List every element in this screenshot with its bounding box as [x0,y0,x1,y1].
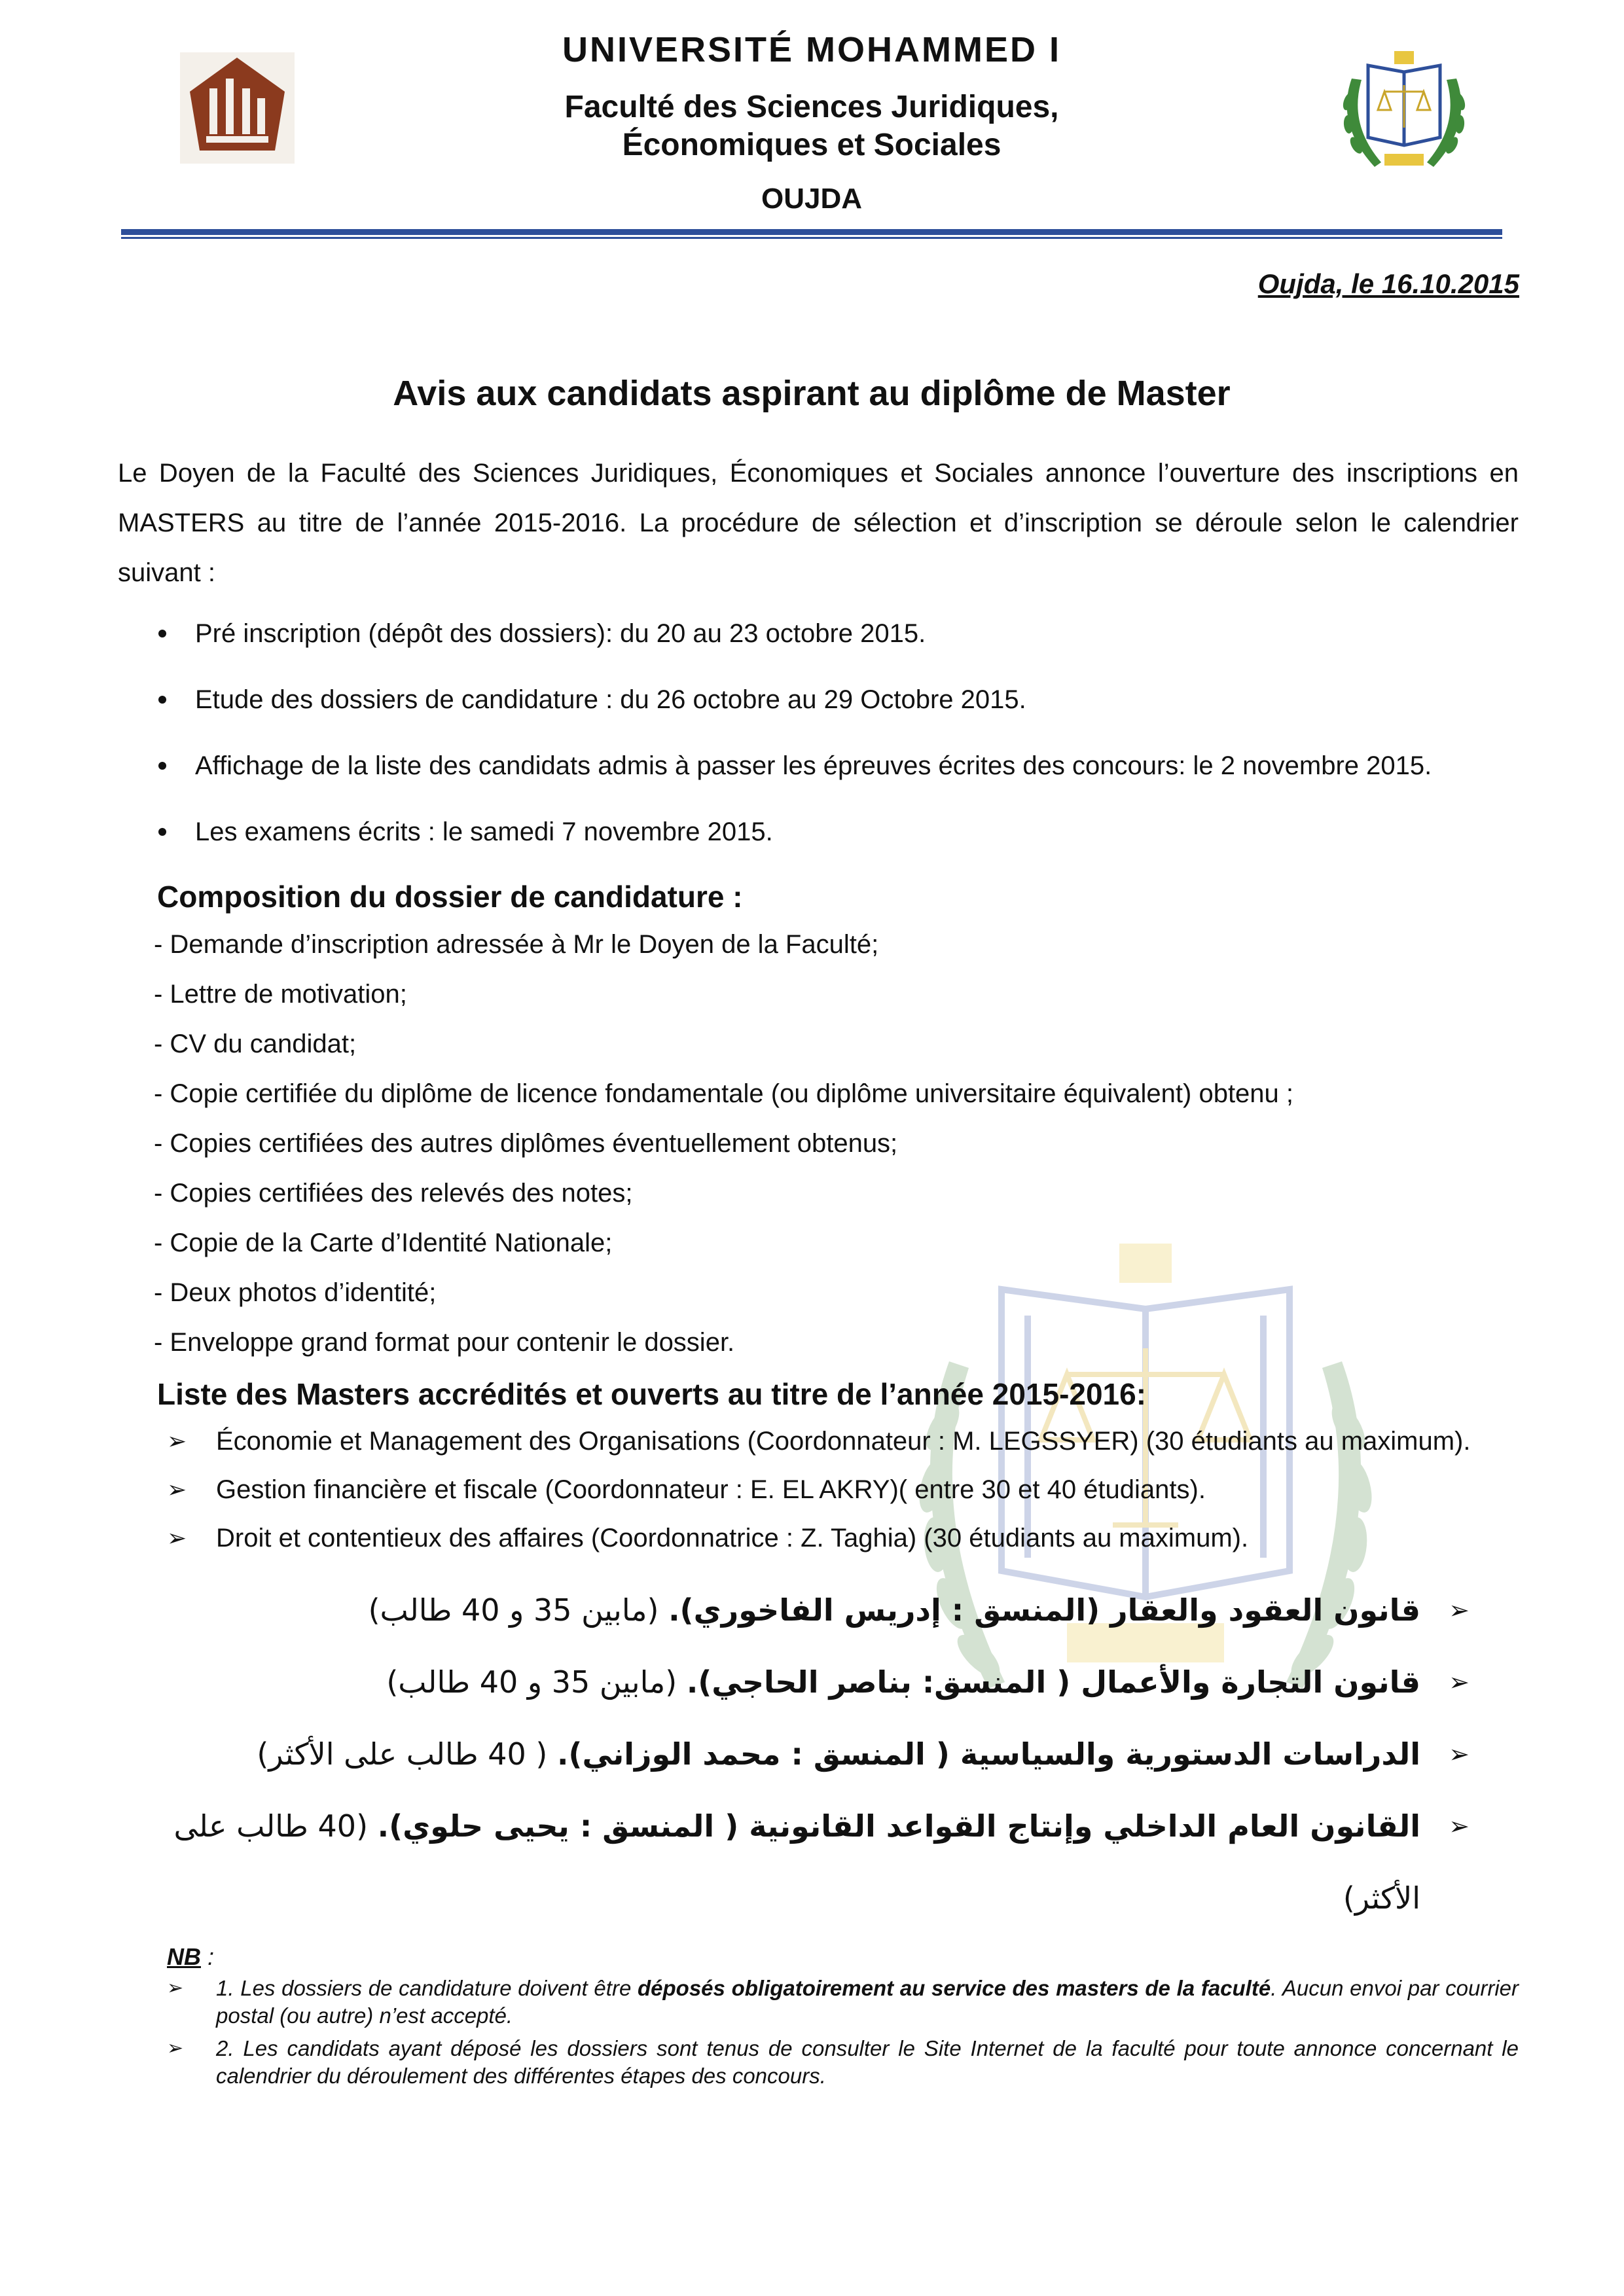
faculty-name-line2: Économiques et Sociales [622,128,1001,162]
master-item-ar: ➢ الدراسات الدستورية والسياسية ( المنسق : محمد الوزاني). ( 40 طالب على الأكثر) [118,1718,1519,1790]
dossier-item: - Deux photos d’identité; [154,1278,437,1307]
master-item: ➢ Gestion financière et fiscale (Coordonnateur : E. EL AKRY)( entre 30 et 40 étudiants). [118,1465,1519,1514]
master-item: ➢ Économie et Management des Organisations (Coordonnateur : M. LEGSSYER) (30 étudiants au maximum). [118,1417,1519,1465]
arrow-bullet-icon: ➢ [167,1524,187,1551]
arrow-bullet-icon: ➢ [1449,1596,1470,1624]
calendar-list [118,609,1519,856]
dossier-item: - CV du candidat; [154,1030,357,1058]
dossier-item: - Copie certifiée du diplôme de licence fondamentale (ou diplôme universitaire équivalent) obtenu ; [154,1079,1294,1108]
nb-list [118,1975,1519,2090]
master-item: ➢ Droit et contentieux des affaires (Coordonnatrice : Z. Taghia) (30 étudiants au maximum). [118,1514,1519,1562]
header-rule [121,229,1502,235]
dossier-item: - Copie de la Carte d’Identité Nationale; [154,1229,613,1257]
calendar-item: Les examens écrits : le samedi 7 novembre 2015. [118,808,1519,856]
dossier-heading: Composition du dossier de candidature : [157,880,743,914]
calendar-item: Affichage de la liste des candidats admis à passer les épreuves écrites des concours: le 2 novembre 2015. [118,742,1519,790]
dossier-item: - Enveloppe grand format pour contenir le dossier. [154,1328,735,1357]
calendar-item: Pré inscription (dépôt des dossiers): du 20 au 23 octobre 2015. [118,609,1519,658]
letterhead-text [317,26,1306,215]
arrow-bullet-icon: ➢ [167,1977,184,1999]
bullet-icon [158,630,166,637]
dossier-item: - Copies certifiées des relevés des notes; [154,1179,633,1208]
master-item-ar: ➢ قانون التجارة والأعمال ( المنسق: بناصر الحاجي). (مابين 35 و 40 طالب) [118,1646,1519,1718]
faculty-emblem-icon [1329,39,1479,180]
university-name: UNIVERSITÉ MOHAMMED I [562,30,1062,69]
dossier-item: - Copies certifiées des autres diplômes éventuellement obtenus; [154,1129,898,1158]
document-title: Avis aux candidats aspirant au diplôme de Master [393,374,1231,413]
masters-list-fr [118,1417,1519,1562]
arrow-bullet-icon: ➢ [1449,1740,1470,1768]
intro-paragraph: Le Doyen de la Faculté des Sciences Juridiques, Économiques et Sociales annonce l’ouverture des inscriptions en MASTERS au titre de l’année 2015-2016. La procédure de sélection et d’inscription se déroule selon le calendrier suivant : [118,459,1519,587]
dossier-item: - Lettre de motivation; [154,980,407,1009]
letterhead [121,26,1502,236]
calendar-item: Etude des dossiers de candidature : du 26 octobre au 29 Octobre 2015. [118,675,1519,724]
header-rule-thin [121,237,1502,239]
nb-label: NB : [167,1943,215,1970]
nb-item: ➢ 1. Les dossiers de candidature doivent être déposés obligatoirement au service des masters de la faculté. Aucun envoi par courrier postal (ou autre) n’est accepté. [167,1976,1519,2028]
document-body [118,448,1519,2095]
university-logo-icon [180,52,295,164]
document-date: Oujda, le 16.10.2015 [1257,268,1519,299]
bullet-icon [158,828,166,836]
arrow-bullet-icon: ➢ [167,1476,187,1503]
bullet-icon [158,696,166,704]
bullet-icon [158,762,166,770]
arrow-bullet-icon: ➢ [1449,1668,1470,1696]
dossier-list [118,920,1519,1367]
master-item-ar: ➢ قانون العقود والعقار (المنسق : إدريس الفاخوري). (مابين 35 و 40 طالب) [118,1574,1519,1646]
masters-list-ar [118,1574,1519,1934]
faculty-name-line1: Faculté des Sciences Juridiques, [564,90,1059,124]
arrow-bullet-icon: ➢ [167,1427,187,1454]
arrow-bullet-icon: ➢ [167,2037,184,2059]
dossier-item: - Demande d’inscription adressée à Mr le Doyen de la Faculté; [154,930,879,959]
nb-item: ➢ 2. Les candidats ayant déposé les dossiers sont tenus de consulter le Site Internet de la faculté pour toute annonce concernant le calendrier du déroulement des différentes étapes des concours. [167,2036,1519,2088]
arrow-bullet-icon: ➢ [1449,1812,1470,1840]
masters-heading: Liste des Masters accrédités et ouverts au titre de l’année 2015-2016: [157,1377,1147,1411]
master-item-ar: ➢ القانون العام الداخلي وإنتاج القواعد القانونية ( المنسق : يحيى حلوي). (40 طالب على الأكثر) [118,1790,1519,1934]
city-name: OUJDA [761,183,863,215]
